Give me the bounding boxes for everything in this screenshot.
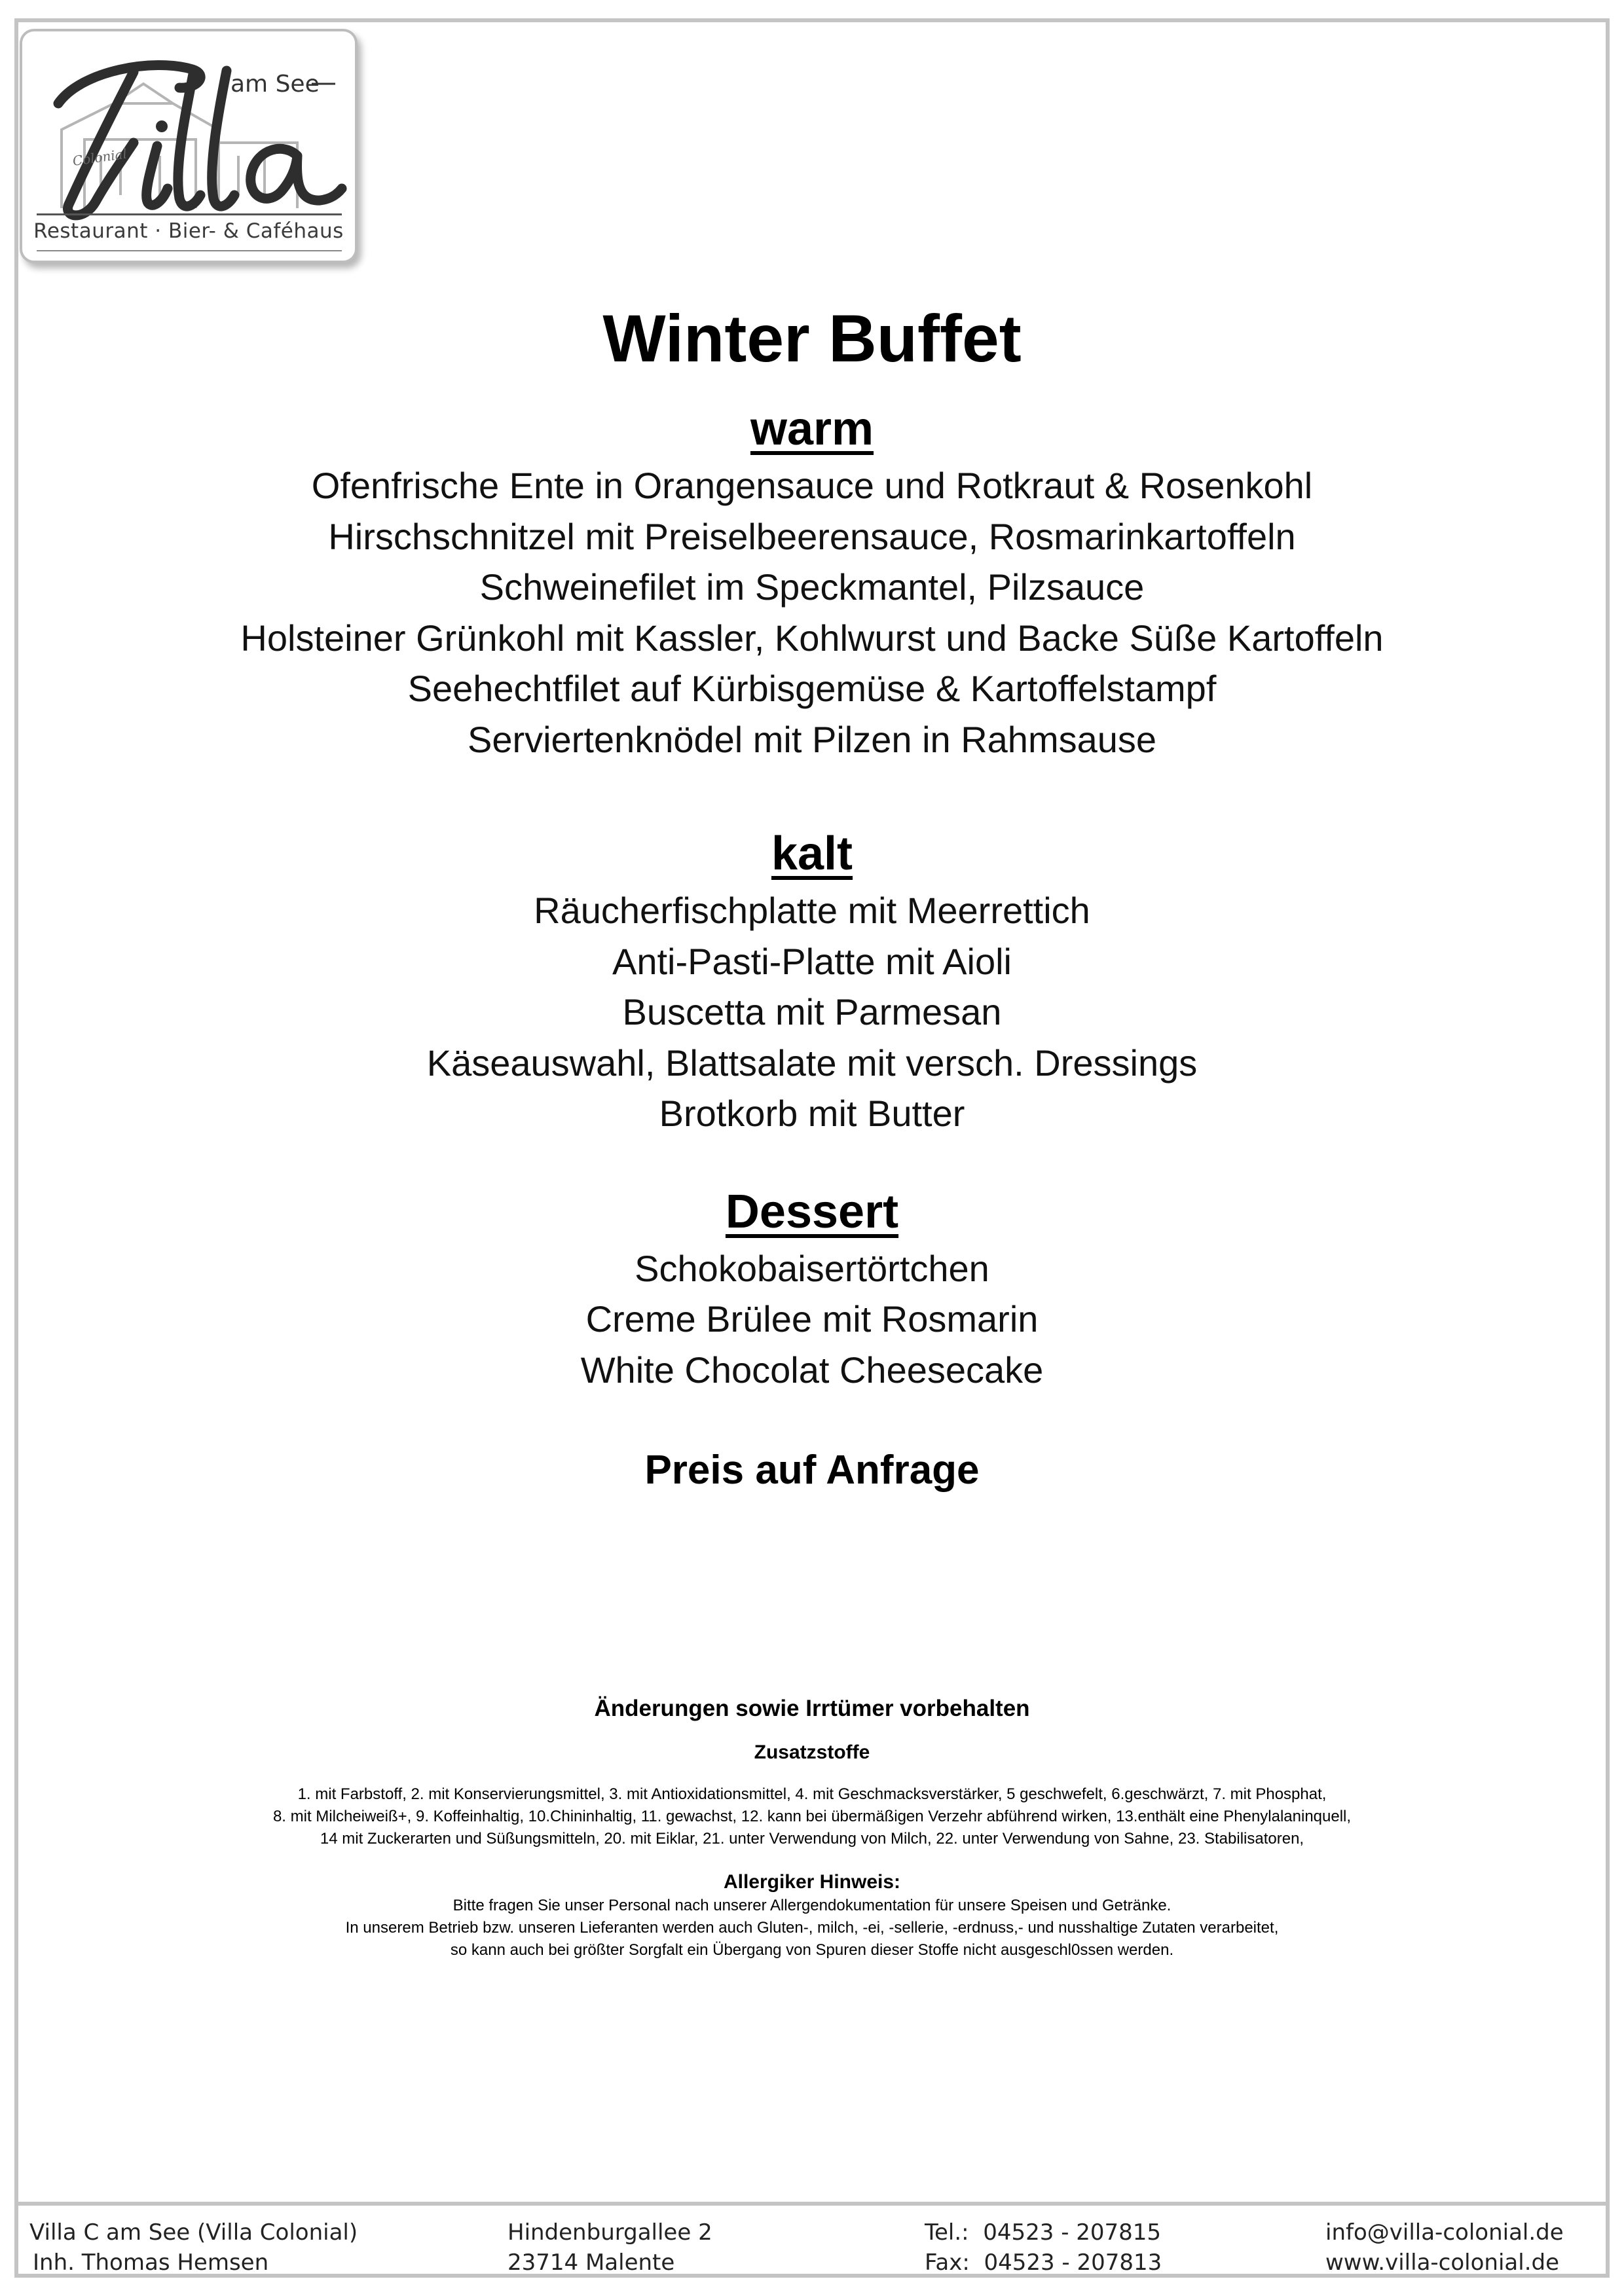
- allergy-line: In unserem Betrieb bzw. unseren Lieferanten werden auch Gluten-, milch, -ei, -sellerie, -erdnuss,- und nusshaltige Zutaten verarbeitet,: [345, 1919, 1279, 1937]
- list-item: Brotkorb mit Butter: [659, 1093, 965, 1134]
- footer-city: 23714 Malente: [507, 2250, 675, 2276]
- footer-street: Hindenburgallee 2: [507, 2219, 712, 2246]
- footer-email-link[interactable]: info@villa-colonial.de: [1325, 2219, 1564, 2246]
- footer-divider: [14, 2202, 1610, 2206]
- additives-line: 1. mit Farbstoff, 2. mit Konservierungsmittel, 3. mit Antioxidationsmittel, 4. mit Geschmacksverstärker, 5 geschwefelt, 6.geschwärzt, 7. mit Phosphat,: [297, 1785, 1327, 1803]
- additives-text: [0, 1783, 1624, 1850]
- logo-tagline: Restaurant · Bier- & Caféhaus: [33, 219, 344, 243]
- allergy-line: Bitte fragen Sie unser Personal nach unserer Allergendokumentation für unsere Speisen und Getränke.: [452, 1897, 1172, 1914]
- section-heading-warm: warm: [750, 403, 874, 455]
- allergy-text: [0, 1895, 1624, 1961]
- allergy-heading: Allergiker Hinweis:: [723, 1871, 901, 1893]
- list-item: Serviertenknödel mit Pilzen in Rahmsause: [467, 718, 1157, 760]
- list-item: Ofenfrische Ente in Orangensauce und Rotkraut & Rosenkohl: [311, 465, 1313, 506]
- menu-content: [0, 288, 1624, 1500]
- logo-rule-bottom: [37, 250, 342, 251]
- list-item: Holsteiner Grünkohl mit Kassler, Kohlwurst und Backe Süße Kartoffeln: [240, 617, 1384, 659]
- footer-website-link[interactable]: www.villa-colonial.de: [1325, 2250, 1559, 2276]
- list-item: White Chocolat Cheesecake: [580, 1349, 1044, 1391]
- section-heading-dessert: Dessert: [725, 1185, 899, 1238]
- allergy-line: so kann auch bei größter Sorgfalt ein Übergang von Spuren dieser Stoffe nicht ausgeschl0ssen werden.: [450, 1941, 1174, 1959]
- list-item: Käseauswahl, Blattsalate mit versch. Dressings: [426, 1042, 1198, 1084]
- additives-line: 8. mit Milcheiweiß+, 9. Koffeinhaltig, 10.Chininhaltig, 11. gewachst, 12. kann bei übermäßigen Verzehr abführend wirken, 13.enthält eine Phenylalaninquell,: [272, 1808, 1352, 1825]
- price-note: Preis auf Anfrage: [644, 1448, 980, 1493]
- list-item: Schokobaisertörtchen: [635, 1247, 989, 1289]
- footer-fax: Fax: 04523 - 207813: [925, 2250, 1162, 2276]
- list-item: Hirschschnitzel mit Preiselbeerensauce, Rosmarinkartoffeln: [328, 515, 1296, 557]
- footer-tel: Tel.: 04523 - 207815: [925, 2219, 1162, 2246]
- list-item: Creme Brülee mit Rosmarin: [585, 1298, 1039, 1339]
- additives-line: 14 mit Zuckerarten und Süßungsmitteln, 20. mit Eiklar, 21. unter Verwendung von Milch, 22. unter Verwendung von Sahne, 23. Stabilisatoren,: [320, 1830, 1304, 1848]
- list-item: Räucherfischplatte mit Meerrettich: [534, 890, 1090, 931]
- notes-block: [0, 1696, 1624, 1961]
- logo-sign-text: Colonial: [71, 145, 128, 169]
- list-item: Anti-Pasti-Platte mit Aioli: [612, 940, 1012, 982]
- footer: [0, 2212, 1624, 2277]
- restaurant-logo: [20, 29, 358, 263]
- list-item: Schweinefilet im Speckmantel, Pilzsauce: [479, 566, 1145, 608]
- footer-restaurant-name: Villa C am See (Villa Colonial): [29, 2219, 358, 2246]
- list-item: Seehechtfilet auf Kürbisgemüse & Kartoffelstampf: [407, 668, 1217, 709]
- additives-heading: Zusatzstoffe: [754, 1741, 870, 1763]
- logo-rule-top: [37, 213, 342, 215]
- logo-am-see: am See: [231, 71, 320, 98]
- kalt-dish-list: [0, 885, 1624, 1139]
- list-item: Buscetta mit Parmesan: [622, 991, 1002, 1032]
- warm-dish-list: [0, 460, 1624, 765]
- footer-owner: Inh. Thomas Hemsen: [33, 2250, 269, 2276]
- page-title: Winter Buffet: [602, 301, 1022, 376]
- dessert-list: [0, 1243, 1624, 1396]
- section-heading-kalt: kalt: [771, 828, 853, 880]
- script-dot: [156, 120, 168, 132]
- disclaimer: Änderungen sowie Irrtümer vorbehalten: [594, 1696, 1030, 1721]
